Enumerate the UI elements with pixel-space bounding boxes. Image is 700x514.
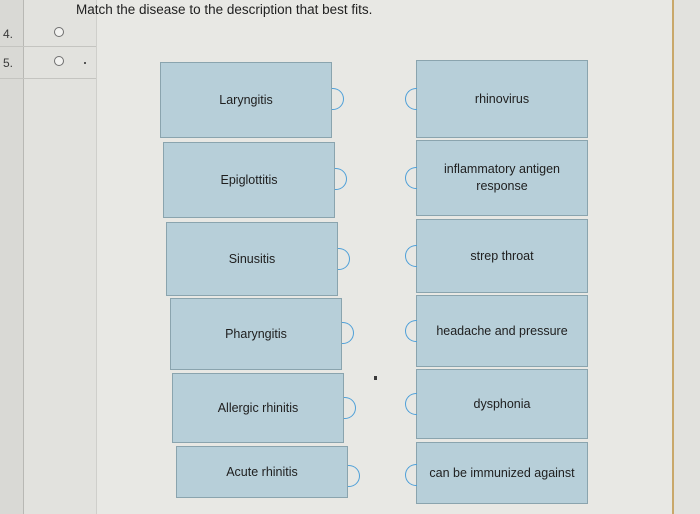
question-prompt: Match the disease to the description that best fits. bbox=[76, 2, 373, 17]
disease-pharyngitis[interactable]: Pharyngitis bbox=[170, 298, 342, 370]
description-inflammatory-antigen-response[interactable]: inflammatory antigen response bbox=[416, 140, 588, 216]
disease-allergic-rhinitis[interactable]: Allergic rhinitis bbox=[172, 373, 344, 443]
disease-epiglottitis[interactable]: Epiglottitis bbox=[163, 142, 335, 218]
description-strep-throat[interactable]: strep throat bbox=[416, 219, 588, 293]
row-divider bbox=[0, 78, 96, 79]
question-number-5[interactable]: 5. bbox=[3, 56, 14, 70]
cursor-mark bbox=[84, 62, 86, 64]
description-dysphonia[interactable]: dysphonia bbox=[416, 369, 588, 439]
panel-right-edge bbox=[672, 0, 674, 514]
description-rhinovirus[interactable]: rhinovirus bbox=[416, 60, 588, 138]
stray-mark bbox=[374, 376, 377, 380]
disease-acute-rhinitis[interactable]: Acute rhinitis bbox=[176, 446, 348, 498]
description-can-be-immunized-against[interactable]: can be immunized against bbox=[416, 442, 588, 504]
question-4-radio[interactable] bbox=[54, 27, 64, 37]
disease-sinusitis[interactable]: Sinusitis bbox=[166, 222, 338, 296]
disease-laryngitis[interactable]: Laryngitis bbox=[160, 62, 332, 138]
question-5-radio[interactable] bbox=[54, 56, 64, 66]
row-divider bbox=[0, 46, 96, 47]
question-number-4[interactable]: 4. bbox=[3, 27, 14, 41]
description-headache-and-pressure[interactable]: headache and pressure bbox=[416, 295, 588, 367]
